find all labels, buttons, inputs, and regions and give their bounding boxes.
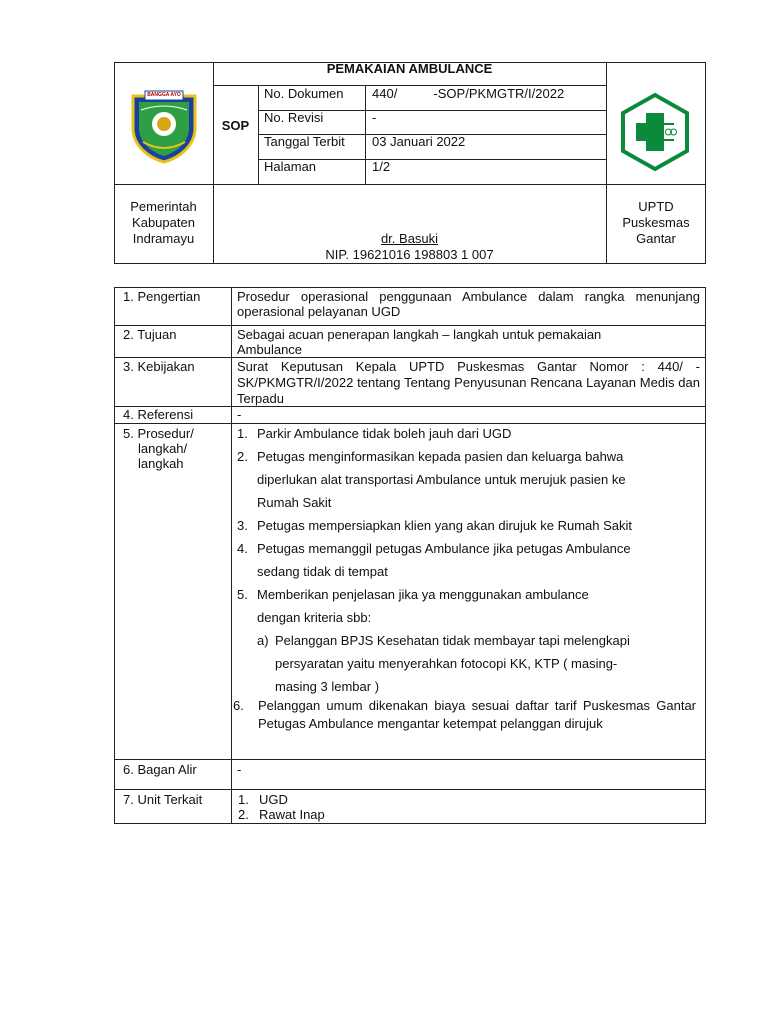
sop-label: SOP (221, 118, 250, 133)
list-item-continued (237, 560, 697, 583)
emblem-motto: BANGGA AYO (147, 92, 181, 98)
meta-label-tanggal-terbit: Tanggal Terbit (264, 134, 345, 149)
list-item (237, 514, 697, 537)
text-bagan-alir: - (237, 762, 242, 777)
right-org-line-3: Gantar (636, 231, 676, 246)
sub-item-marker: a) (257, 633, 269, 648)
step-number: 3. (237, 518, 248, 533)
label-tujuan: 2. Tujuan (123, 327, 177, 342)
label-bagan-alir: 6. Bagan Alir (123, 762, 197, 777)
text-kebijakan: Surat Keputusan Kepala UPTD Puskesmas Gantar Nomor : 440/ -SK/PKMGTR/I/2022 tentang Tentang Penyusunan Rencana Layanan Medis dan Terpadu (237, 359, 700, 406)
right-org-line-1: UPTD (638, 199, 674, 214)
label-kebijakan: 3. Kebijakan (123, 359, 195, 374)
list-item (237, 537, 697, 560)
sub-item-text: masing 3 lembar ) (275, 679, 380, 694)
sub-item-continued (237, 652, 697, 675)
label-prosedur-line-2: langkah/ (138, 441, 188, 456)
step-number: 1. (237, 426, 248, 441)
meta-label-no-revisi: No. Revisi (264, 110, 324, 125)
step-text: Petugas menginformasikan kepada pasien dan keluarga bahwa (257, 449, 624, 464)
step-text: Petugas mempersiapkan klien yang akan dirujuk ke Rumah Sakit (257, 518, 633, 533)
step-text: Petugas memanggil petugas Ambulance jika petugas Ambulance (257, 541, 631, 556)
unit-number-2: 2. (238, 807, 249, 822)
label-pengertian: 1. Pengertian (123, 289, 201, 304)
step-text: diperlukan alat transportasi Ambulance untuk merujuk pasien ke (257, 472, 626, 487)
list-item-continued (237, 491, 697, 514)
body-row-divider (114, 325, 706, 326)
step-text: Rumah Sakit (257, 495, 332, 510)
list-item (237, 422, 697, 445)
left-org-line-3: Indramayu (132, 231, 195, 246)
signer-name-text: dr. Basuki (380, 231, 439, 246)
unit-number-1: 1. (238, 792, 249, 807)
body-row-divider (114, 789, 706, 790)
meta-value-no-dokumen-text: 440/ -SOP/PKMGTR/I/2022 (372, 86, 565, 101)
list-item-continued (237, 606, 697, 629)
list-item (237, 445, 697, 468)
meta-value-no-revisi: - (372, 110, 377, 125)
step6-text: Pelanggan umum dikenakan biaya sesuai daftar tarif Puskesmas Gantar Petugas Ambulance mengantar ketempat pelanggan dirujuk (258, 698, 696, 731)
body-row-divider (114, 759, 706, 760)
text-referensi: - (237, 407, 242, 422)
meta-value-tanggal-terbit: 03 Januari 2022 (372, 134, 466, 149)
right-org-line-2: Puskesmas (622, 215, 690, 230)
body-row-divider (114, 357, 706, 358)
step-text: sedang tidak di tempat (257, 564, 388, 579)
sub-item (237, 629, 697, 652)
meta-value-halaman: 1/2 (372, 159, 391, 174)
kabupaten-emblem (129, 90, 199, 164)
meta-label-no-dokumen: No. Dokumen (264, 86, 344, 101)
meta-value-no-dokumen (372, 86, 602, 101)
label-prosedur-line-1: 5. Prosedur/ (123, 426, 194, 441)
left-org-line-2: Kabupaten (132, 215, 195, 230)
sub-item-text: Pelanggan BPJS Kesehatan tidak membayar tapi melengkapi (275, 633, 630, 648)
body-column-divider (231, 287, 232, 824)
step-text: Parkir Ambulance tidak boleh jauh dari UGD (257, 426, 512, 441)
label-referensi: 4. Referensi (123, 407, 194, 422)
document-title: PEMAKAIAN AMBULANCE (326, 61, 493, 76)
list-item-continued (237, 468, 697, 491)
label-unit-terkait: 7. Unit Terkait (123, 792, 203, 807)
prosedur-steps-list (237, 422, 697, 698)
step-number: 4. (237, 541, 248, 556)
text-tujuan: Sebagai acuan penerapan langkah – langkah untuk pemakaian Ambulance (237, 327, 602, 357)
signer-name (213, 231, 606, 247)
sub-item-continued (237, 675, 697, 698)
unit-text-2: Rawat Inap (259, 807, 325, 822)
step-number: 2. (237, 449, 248, 464)
left-org-line-1: Pemerintah (130, 199, 197, 214)
sub-item-text: persyaratan yaitu menyerahkan fotocopi KK, KTP ( masing- (275, 656, 618, 671)
list-item (237, 583, 697, 606)
step-text: dengan kriteria sbb: (257, 610, 372, 625)
step-text: Memberikan penjelasan jika ya menggunakan ambulance (257, 587, 589, 602)
step6-number: 6. (233, 698, 244, 713)
meta-label-halaman: Halaman (264, 159, 317, 174)
header-divider (114, 184, 706, 185)
unit-text-1: UGD (259, 792, 288, 807)
text-pengertian: Prosedur operasional penggunaan Ambulance dalam rangka menunjang operasional pelayanan UGD (237, 289, 700, 319)
signer-nip: NIP. 19621016 198803 1 007 (325, 247, 494, 262)
label-prosedur-line-3: langkah (138, 456, 184, 471)
puskesmas-logo (620, 93, 690, 171)
step-number: 5. (237, 587, 248, 602)
